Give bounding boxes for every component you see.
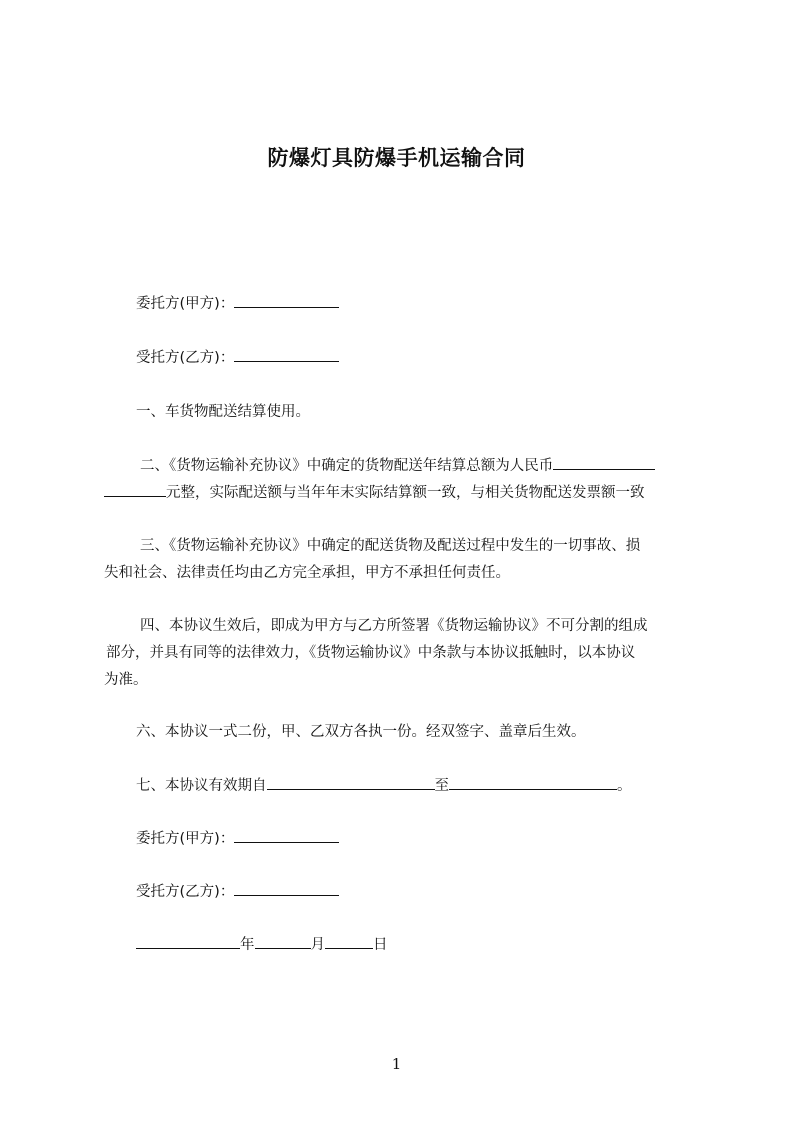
clause-3-line-2: 失和社会、法律责任均由乙方完全承担，甲方不承担任何责任。: [104, 565, 510, 581]
date-line: [136, 933, 388, 954]
date-month-label: 月: [310, 937, 325, 953]
clause-4-line-2: 部分，并具有同等的法律效力，《货物运输协议》中条款与本协议抵触时，以本协议: [106, 645, 636, 661]
clause-2-text-2: 元整，实际配送额与当年年末实际结算额一致，与相关货物配送发票额一致: [166, 485, 645, 501]
day-blank: [325, 934, 373, 949]
sign-party-a-line: [136, 827, 339, 848]
clause-6: 六、本协议一式二份，甲、乙双方各执一份。经双签字、盖章后生效。: [136, 724, 586, 740]
clause-7-line: [136, 774, 632, 795]
party-a-blank: [234, 293, 339, 308]
year-blank: [136, 934, 240, 949]
party-a-line: [136, 292, 339, 313]
clause-7-prefix: 七、本协议有效期自: [136, 778, 267, 794]
amount-blank-2: [104, 482, 166, 497]
month-blank: [255, 934, 311, 949]
clause-1: 一、车货物配送结算使用。: [136, 404, 310, 420]
sign-party-b-label: 受托方(乙方)：: [136, 884, 235, 900]
clause-2-text-1: 二、《货物运输补充协议》中确定的货物配送年结算总额为人民币: [140, 458, 554, 474]
start-date-blank: [267, 775, 435, 790]
clause-2-line-2: [104, 481, 645, 502]
date-day-label: 日: [373, 937, 388, 953]
sign-party-b-blank: [234, 881, 339, 896]
party-b-label: 受托方(乙方)：: [136, 350, 235, 366]
party-a-label: 委托方(甲方)：: [136, 296, 235, 312]
clause-4-line-3: 为准。: [104, 672, 148, 688]
sign-party-b-line: [136, 880, 339, 901]
party-b-line: [136, 346, 339, 367]
document-title: 防爆灯具防爆手机运输合同: [267, 146, 526, 170]
date-year-label: 年: [240, 937, 255, 953]
amount-blank-1: [553, 455, 655, 470]
clause-7-mid: 至: [434, 778, 449, 794]
page-number: 1: [391, 1055, 402, 1073]
clause-2-line-1: [140, 454, 655, 475]
clause-4-line-1: 四、本协议生效后，即成为甲方与乙方所签署《货物运输协议》不可分割的组成: [140, 618, 648, 634]
sign-party-a-label: 委托方(甲方)：: [136, 831, 235, 847]
sign-party-a-blank: [234, 828, 339, 843]
clause-7-end: 。: [617, 778, 632, 794]
clause-3-line-1: 三、《货物运输补充协议》中确定的配送货物及配送过程中发生的一切事故、损: [140, 538, 641, 554]
party-b-blank: [234, 347, 339, 362]
end-date-blank: [449, 775, 617, 790]
